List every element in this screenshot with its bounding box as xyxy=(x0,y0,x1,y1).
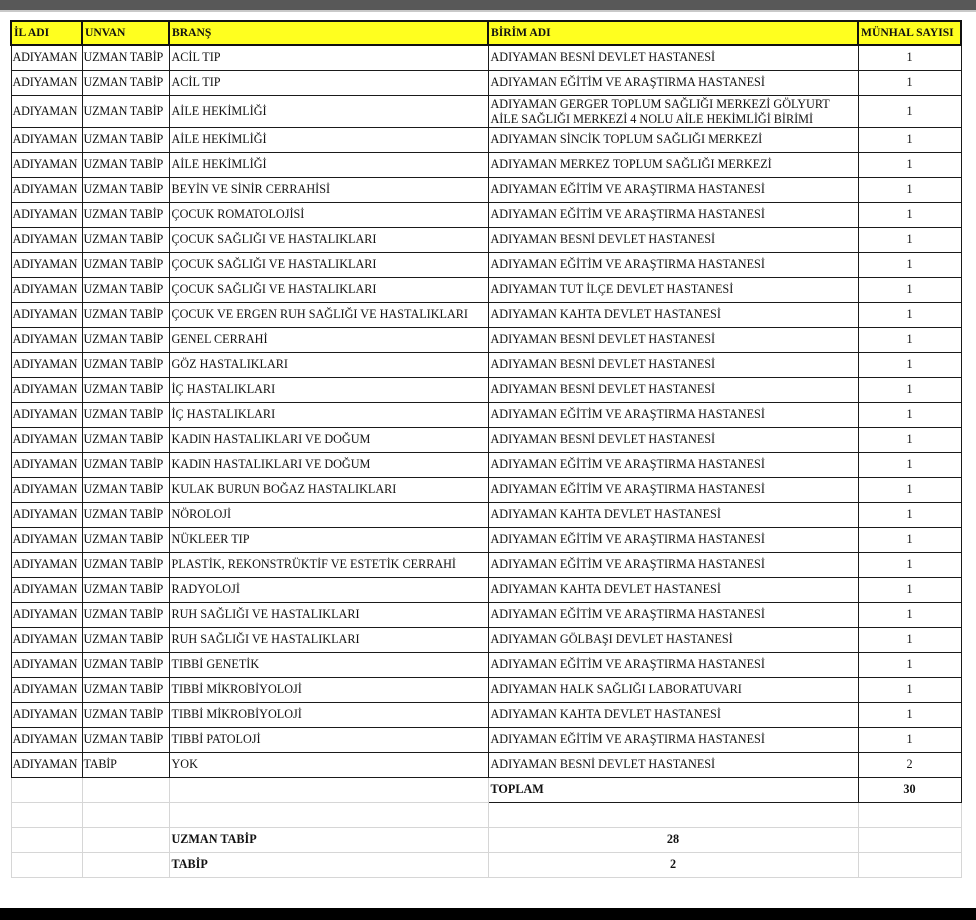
cell-birim-adi: ADIYAMAN EĞİTİM VE ARAŞTIRMA HASTANESİ xyxy=(488,603,858,628)
table-row xyxy=(11,453,961,478)
vacancy-table xyxy=(10,20,962,878)
spacer-row xyxy=(11,803,961,828)
cell-brans: GÖZ HASTALIKLARI xyxy=(169,353,488,378)
column-header-il-adi: İL ADI xyxy=(11,21,82,45)
cell-munhal-sayisi: 1 xyxy=(858,478,961,503)
table-row xyxy=(11,403,961,428)
cell-munhal-sayisi: 1 xyxy=(858,628,961,653)
empty-cell xyxy=(11,778,82,803)
cell-brans: NÜKLEER TIP xyxy=(169,528,488,553)
cell-unvan: UZMAN TABİP xyxy=(82,503,169,528)
breakdown-row-tabip xyxy=(11,853,961,878)
cell-birim-adi: ADIYAMAN EĞİTİM VE ARAŞTIRMA HASTANESİ xyxy=(488,403,858,428)
cell-munhal-sayisi: 1 xyxy=(858,428,961,453)
empty-cell xyxy=(82,778,169,803)
top-bar xyxy=(0,0,976,10)
cell-il-adi: ADIYAMAN xyxy=(11,678,82,703)
cell-il-adi: ADIYAMAN xyxy=(11,178,82,203)
total-row xyxy=(11,778,961,803)
table-row xyxy=(11,578,961,603)
empty-cell xyxy=(82,853,169,878)
cell-il-adi: ADIYAMAN xyxy=(11,128,82,153)
cell-il-adi: ADIYAMAN xyxy=(11,753,82,778)
top-bar-shadow xyxy=(0,10,976,12)
cell-il-adi: ADIYAMAN xyxy=(11,353,82,378)
table-row xyxy=(11,628,961,653)
cell-munhal-sayisi: 1 xyxy=(858,45,961,71)
total-value: 30 xyxy=(858,778,961,803)
cell-unvan: UZMAN TABİP xyxy=(82,96,169,128)
cell-birim-adi: ADIYAMAN BESNİ DEVLET HASTANESİ xyxy=(488,378,858,403)
cell-birim-adi: ADIYAMAN BESNİ DEVLET HASTANESİ xyxy=(488,753,858,778)
cell-unvan: UZMAN TABİP xyxy=(82,278,169,303)
cell-unvan: UZMAN TABİP xyxy=(82,228,169,253)
cell-il-adi: ADIYAMAN xyxy=(11,203,82,228)
cell-brans: KADIN HASTALIKLARI VE DOĞUM xyxy=(169,428,488,453)
cell-birim-adi: ADIYAMAN BESNİ DEVLET HASTANESİ xyxy=(488,328,858,353)
cell-birim-adi: ADIYAMAN EĞİTİM VE ARAŞTIRMA HASTANESİ xyxy=(488,453,858,478)
table-body xyxy=(11,45,961,778)
cell-birim-adi: ADIYAMAN BESNİ DEVLET HASTANESİ xyxy=(488,228,858,253)
empty-cell xyxy=(169,778,488,803)
cell-unvan: UZMAN TABİP xyxy=(82,303,169,328)
cell-munhal-sayisi: 1 xyxy=(858,653,961,678)
cell-unvan: UZMAN TABİP xyxy=(82,403,169,428)
table-row xyxy=(11,378,961,403)
cell-birim-adi: ADIYAMAN BESNİ DEVLET HASTANESİ xyxy=(488,428,858,453)
cell-munhal-sayisi: 1 xyxy=(858,353,961,378)
cell-brans: ACİL TIP xyxy=(169,45,488,71)
cell-unvan: UZMAN TABİP xyxy=(82,628,169,653)
cell-il-adi: ADIYAMAN xyxy=(11,71,82,96)
cell-il-adi: ADIYAMAN xyxy=(11,428,82,453)
cell-munhal-sayisi: 1 xyxy=(858,503,961,528)
table-row xyxy=(11,253,961,278)
cell-il-adi: ADIYAMAN xyxy=(11,378,82,403)
table-row xyxy=(11,203,961,228)
cell-munhal-sayisi: 1 xyxy=(858,378,961,403)
table-row xyxy=(11,96,961,128)
empty-cell xyxy=(11,803,82,828)
cell-birim-adi: ADIYAMAN TUT İLÇE DEVLET HASTANESİ xyxy=(488,278,858,303)
cell-il-adi: ADIYAMAN xyxy=(11,578,82,603)
cell-brans: TIBBİ MİKROBİYOLOJİ xyxy=(169,678,488,703)
cell-il-adi: ADIYAMAN xyxy=(11,278,82,303)
cell-brans: RUH SAĞLIĞI VE HASTALIKLARI xyxy=(169,603,488,628)
cell-munhal-sayisi: 1 xyxy=(858,153,961,178)
cell-il-adi: ADIYAMAN xyxy=(11,653,82,678)
cell-unvan: UZMAN TABİP xyxy=(82,428,169,453)
table-row xyxy=(11,45,961,71)
table-row xyxy=(11,753,961,778)
table-row xyxy=(11,653,961,678)
empty-cell xyxy=(11,828,82,853)
cell-brans: AİLE HEKİMLİĞİ xyxy=(169,96,488,128)
cell-munhal-sayisi: 1 xyxy=(858,71,961,96)
column-header-munhal-sayisi: MÜNHAL SAYISI xyxy=(858,21,961,45)
cell-unvan: UZMAN TABİP xyxy=(82,353,169,378)
cell-birim-adi: ADIYAMAN EĞİTİM VE ARAŞTIRMA HASTANESİ xyxy=(488,203,858,228)
cell-unvan: UZMAN TABİP xyxy=(82,703,169,728)
cell-unvan: UZMAN TABİP xyxy=(82,178,169,203)
cell-birim-adi: ADIYAMAN MERKEZ TOPLUM SAĞLIĞI MERKEZİ xyxy=(488,153,858,178)
cell-brans: AİLE HEKİMLİĞİ xyxy=(169,128,488,153)
cell-munhal-sayisi: 1 xyxy=(858,228,961,253)
cell-il-adi: ADIYAMAN xyxy=(11,728,82,753)
cell-unvan: UZMAN TABİP xyxy=(82,578,169,603)
cell-munhal-sayisi: 1 xyxy=(858,96,961,128)
table-row xyxy=(11,328,961,353)
cell-birim-adi: ADIYAMAN EĞİTİM VE ARAŞTIRMA HASTANESİ xyxy=(488,478,858,503)
cell-brans: TIBBİ MİKROBİYOLOJİ xyxy=(169,703,488,728)
table-row xyxy=(11,703,961,728)
cell-unvan: UZMAN TABİP xyxy=(82,128,169,153)
cell-birim-adi: ADIYAMAN EĞİTİM VE ARAŞTIRMA HASTANESİ xyxy=(488,178,858,203)
cell-brans: GENEL CERRAHİ xyxy=(169,328,488,353)
summary-section xyxy=(11,778,961,878)
column-header-birim-adi: BİRİM ADI xyxy=(488,21,858,45)
cell-il-adi: ADIYAMAN xyxy=(11,303,82,328)
cell-munhal-sayisi: 1 xyxy=(858,203,961,228)
cell-il-adi: ADIYAMAN xyxy=(11,528,82,553)
header-row xyxy=(11,21,961,45)
breakdown-row-uzman-tabip xyxy=(11,828,961,853)
cell-munhal-sayisi: 1 xyxy=(858,178,961,203)
cell-brans: İÇ HASTALIKLARI xyxy=(169,378,488,403)
cell-brans: ÇOCUK ROMATOLOJİSİ xyxy=(169,203,488,228)
cell-brans: RUH SAĞLIĞI VE HASTALIKLARI xyxy=(169,628,488,653)
empty-cell xyxy=(82,803,169,828)
cell-birim-adi: ADIYAMAN GÖLBAŞI DEVLET HASTANESİ xyxy=(488,628,858,653)
cell-unvan: UZMAN TABİP xyxy=(82,203,169,228)
empty-cell xyxy=(11,853,82,878)
cell-il-adi: ADIYAMAN xyxy=(11,228,82,253)
cell-munhal-sayisi: 1 xyxy=(858,703,961,728)
empty-cell xyxy=(858,803,961,828)
empty-cell xyxy=(82,828,169,853)
table-row xyxy=(11,478,961,503)
bottom-bar xyxy=(0,908,976,920)
cell-il-adi: ADIYAMAN xyxy=(11,96,82,128)
cell-brans: PLASTİK, REKONSTRÜKTİF VE ESTETİK CERRAHİ xyxy=(169,553,488,578)
breakdown-label: UZMAN TABİP xyxy=(169,828,488,853)
table-row xyxy=(11,153,961,178)
cell-brans: ÇOCUK SAĞLIĞI VE HASTALIKLARI xyxy=(169,228,488,253)
column-header-brans: BRANŞ xyxy=(169,21,488,45)
cell-munhal-sayisi: 1 xyxy=(858,253,961,278)
table-row xyxy=(11,728,961,753)
table-row xyxy=(11,278,961,303)
cell-munhal-sayisi: 1 xyxy=(858,553,961,578)
cell-brans: İÇ HASTALIKLARI xyxy=(169,403,488,428)
cell-il-adi: ADIYAMAN xyxy=(11,603,82,628)
table-row xyxy=(11,603,961,628)
cell-unvan: TABİP xyxy=(82,753,169,778)
cell-unvan: UZMAN TABİP xyxy=(82,253,169,278)
cell-munhal-sayisi: 1 xyxy=(858,403,961,428)
cell-unvan: UZMAN TABİP xyxy=(82,378,169,403)
breakdown-label: TABİP xyxy=(169,853,488,878)
table-row xyxy=(11,503,961,528)
table-row xyxy=(11,353,961,378)
cell-unvan: UZMAN TABİP xyxy=(82,153,169,178)
table-row xyxy=(11,428,961,453)
cell-birim-adi: ADIYAMAN SİNCİK TOPLUM SAĞLIĞI MERKEZİ xyxy=(488,128,858,153)
breakdown-value: 2 xyxy=(488,853,858,878)
cell-unvan: UZMAN TABİP xyxy=(82,328,169,353)
cell-brans: NÖROLOJİ xyxy=(169,503,488,528)
empty-cell xyxy=(858,828,961,853)
cell-brans: TIBBİ GENETİK xyxy=(169,653,488,678)
table-row xyxy=(11,678,961,703)
cell-il-adi: ADIYAMAN xyxy=(11,503,82,528)
cell-munhal-sayisi: 1 xyxy=(858,528,961,553)
empty-cell xyxy=(169,803,488,828)
table-row xyxy=(11,228,961,253)
cell-munhal-sayisi: 1 xyxy=(858,728,961,753)
table-row xyxy=(11,71,961,96)
cell-munhal-sayisi: 1 xyxy=(858,128,961,153)
cell-birim-adi: ADIYAMAN BESNİ DEVLET HASTANESİ xyxy=(488,353,858,378)
cell-brans: AİLE HEKİMLİĞİ xyxy=(169,153,488,178)
cell-munhal-sayisi: 1 xyxy=(858,578,961,603)
cell-brans: BEYİN VE SİNİR CERRAHİSİ xyxy=(169,178,488,203)
cell-il-adi: ADIYAMAN xyxy=(11,253,82,278)
table-row xyxy=(11,128,961,153)
cell-munhal-sayisi: 1 xyxy=(858,278,961,303)
cell-munhal-sayisi: 1 xyxy=(858,678,961,703)
cell-il-adi: ADIYAMAN xyxy=(11,553,82,578)
cell-birim-adi: ADIYAMAN EĞİTİM VE ARAŞTIRMA HASTANESİ xyxy=(488,528,858,553)
column-header-unvan: UNVAN xyxy=(82,21,169,45)
empty-cell xyxy=(488,803,858,828)
cell-munhal-sayisi: 2 xyxy=(858,753,961,778)
cell-il-adi: ADIYAMAN xyxy=(11,453,82,478)
cell-il-adi: ADIYAMAN xyxy=(11,478,82,503)
cell-brans: RADYOLOJİ xyxy=(169,578,488,603)
cell-birim-adi: ADIYAMAN BESNİ DEVLET HASTANESİ xyxy=(488,45,858,71)
cell-unvan: UZMAN TABİP xyxy=(82,553,169,578)
cell-unvan: UZMAN TABİP xyxy=(82,478,169,503)
cell-munhal-sayisi: 1 xyxy=(858,303,961,328)
cell-brans: ACİL TIP xyxy=(169,71,488,96)
cell-il-adi: ADIYAMAN xyxy=(11,703,82,728)
cell-unvan: UZMAN TABİP xyxy=(82,528,169,553)
table-row xyxy=(11,303,961,328)
cell-brans: ÇOCUK VE ERGEN RUH SAĞLIĞI VE HASTALIKLARI xyxy=(169,303,488,328)
cell-birim-adi: ADIYAMAN HALK SAĞLIĞI LABORATUVARI xyxy=(488,678,858,703)
cell-unvan: UZMAN TABİP xyxy=(82,678,169,703)
cell-birim-adi: ADIYAMAN KAHTA DEVLET HASTANESİ xyxy=(488,703,858,728)
cell-il-adi: ADIYAMAN xyxy=(11,45,82,71)
cell-brans: ÇOCUK SAĞLIĞI VE HASTALIKLARI xyxy=(169,278,488,303)
cell-birim-adi: ADIYAMAN GERGER TOPLUM SAĞLIĞI MERKEZİ GÖLYURT AİLE SAĞLIĞI MERKEZİ 4 NOLU AİLE HEKİMLİĞİ BİRİMİ xyxy=(488,96,858,128)
cell-unvan: UZMAN TABİP xyxy=(82,603,169,628)
cell-brans: TIBBİ PATOLOJİ xyxy=(169,728,488,753)
cell-il-adi: ADIYAMAN xyxy=(11,328,82,353)
cell-unvan: UZMAN TABİP xyxy=(82,453,169,478)
cell-munhal-sayisi: 1 xyxy=(858,453,961,478)
table-row xyxy=(11,528,961,553)
cell-birim-adi: ADIYAMAN EĞİTİM VE ARAŞTIRMA HASTANESİ xyxy=(488,253,858,278)
cell-il-adi: ADIYAMAN xyxy=(11,628,82,653)
cell-birim-adi: ADIYAMAN EĞİTİM VE ARAŞTIRMA HASTANESİ xyxy=(488,553,858,578)
cell-unvan: UZMAN TABİP xyxy=(82,728,169,753)
cell-birim-adi: ADIYAMAN EĞİTİM VE ARAŞTIRMA HASTANESİ xyxy=(488,71,858,96)
cell-birim-adi: ADIYAMAN KAHTA DEVLET HASTANESİ xyxy=(488,503,858,528)
cell-birim-adi: ADIYAMAN EĞİTİM VE ARAŞTIRMA HASTANESİ xyxy=(488,728,858,753)
table-row xyxy=(11,178,961,203)
cell-munhal-sayisi: 1 xyxy=(858,328,961,353)
cell-brans: YOK xyxy=(169,753,488,778)
cell-brans: KULAK BURUN BOĞAZ HASTALIKLARI xyxy=(169,478,488,503)
empty-cell xyxy=(858,853,961,878)
cell-brans: KADIN HASTALIKLARI VE DOĞUM xyxy=(169,453,488,478)
cell-birim-adi: ADIYAMAN KAHTA DEVLET HASTANESİ xyxy=(488,578,858,603)
cell-il-adi: ADIYAMAN xyxy=(11,153,82,178)
cell-birim-adi: ADIYAMAN KAHTA DEVLET HASTANESİ xyxy=(488,303,858,328)
cell-unvan: UZMAN TABİP xyxy=(82,45,169,71)
cell-il-adi: ADIYAMAN xyxy=(11,403,82,428)
cell-unvan: UZMAN TABİP xyxy=(82,653,169,678)
cell-brans: ÇOCUK SAĞLIĞI VE HASTALIKLARI xyxy=(169,253,488,278)
breakdown-value: 28 xyxy=(488,828,858,853)
table-row xyxy=(11,553,961,578)
total-label: TOPLAM xyxy=(488,778,858,803)
cell-birim-adi: ADIYAMAN EĞİTİM VE ARAŞTIRMA HASTANESİ xyxy=(488,653,858,678)
cell-munhal-sayisi: 1 xyxy=(858,603,961,628)
cell-unvan: UZMAN TABİP xyxy=(82,71,169,96)
